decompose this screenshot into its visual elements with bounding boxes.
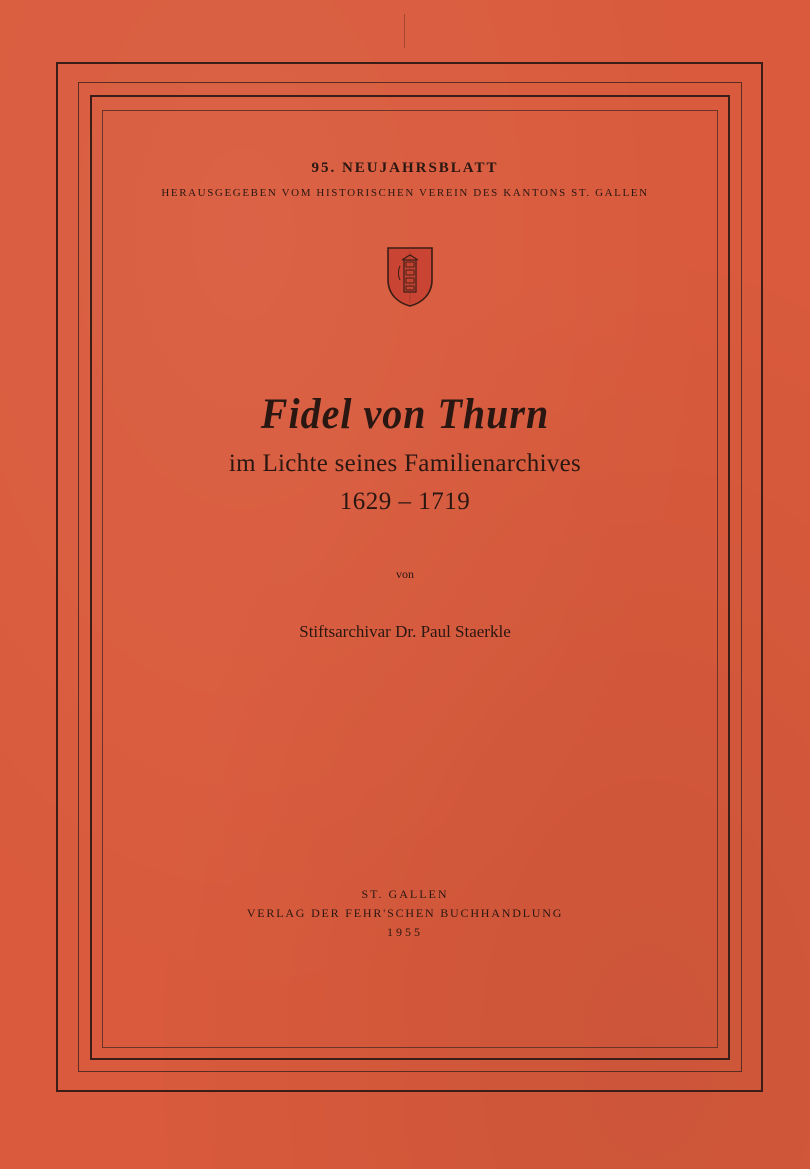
- book-subtitle: im Lichte seines Familienarchives: [228, 450, 582, 477]
- author-name: Stiftsarchivar Dr. Paul Staerkle: [299, 622, 511, 641]
- year-range: 1629 – 1719: [339, 488, 471, 515]
- series-line: 95. NEUJAHRSBLATT: [311, 160, 499, 176]
- publication-year: 1955: [387, 925, 423, 939]
- publication-place: ST. GALLEN: [361, 887, 449, 901]
- book-title: Fidel von Thurn: [260, 389, 550, 438]
- paper-mark: [404, 14, 405, 48]
- by-label: von: [396, 567, 414, 581]
- coat-of-arms-shield-icon: [386, 246, 434, 308]
- publisher-line: HERAUSGEGEBEN VOM HISTORISCHEN VEREIN DES KANTONS ST. GALLEN: [161, 187, 649, 199]
- publisher-imprint: VERLAG DER FEHR'SCHEN BUCHHANDLUNG: [246, 906, 564, 920]
